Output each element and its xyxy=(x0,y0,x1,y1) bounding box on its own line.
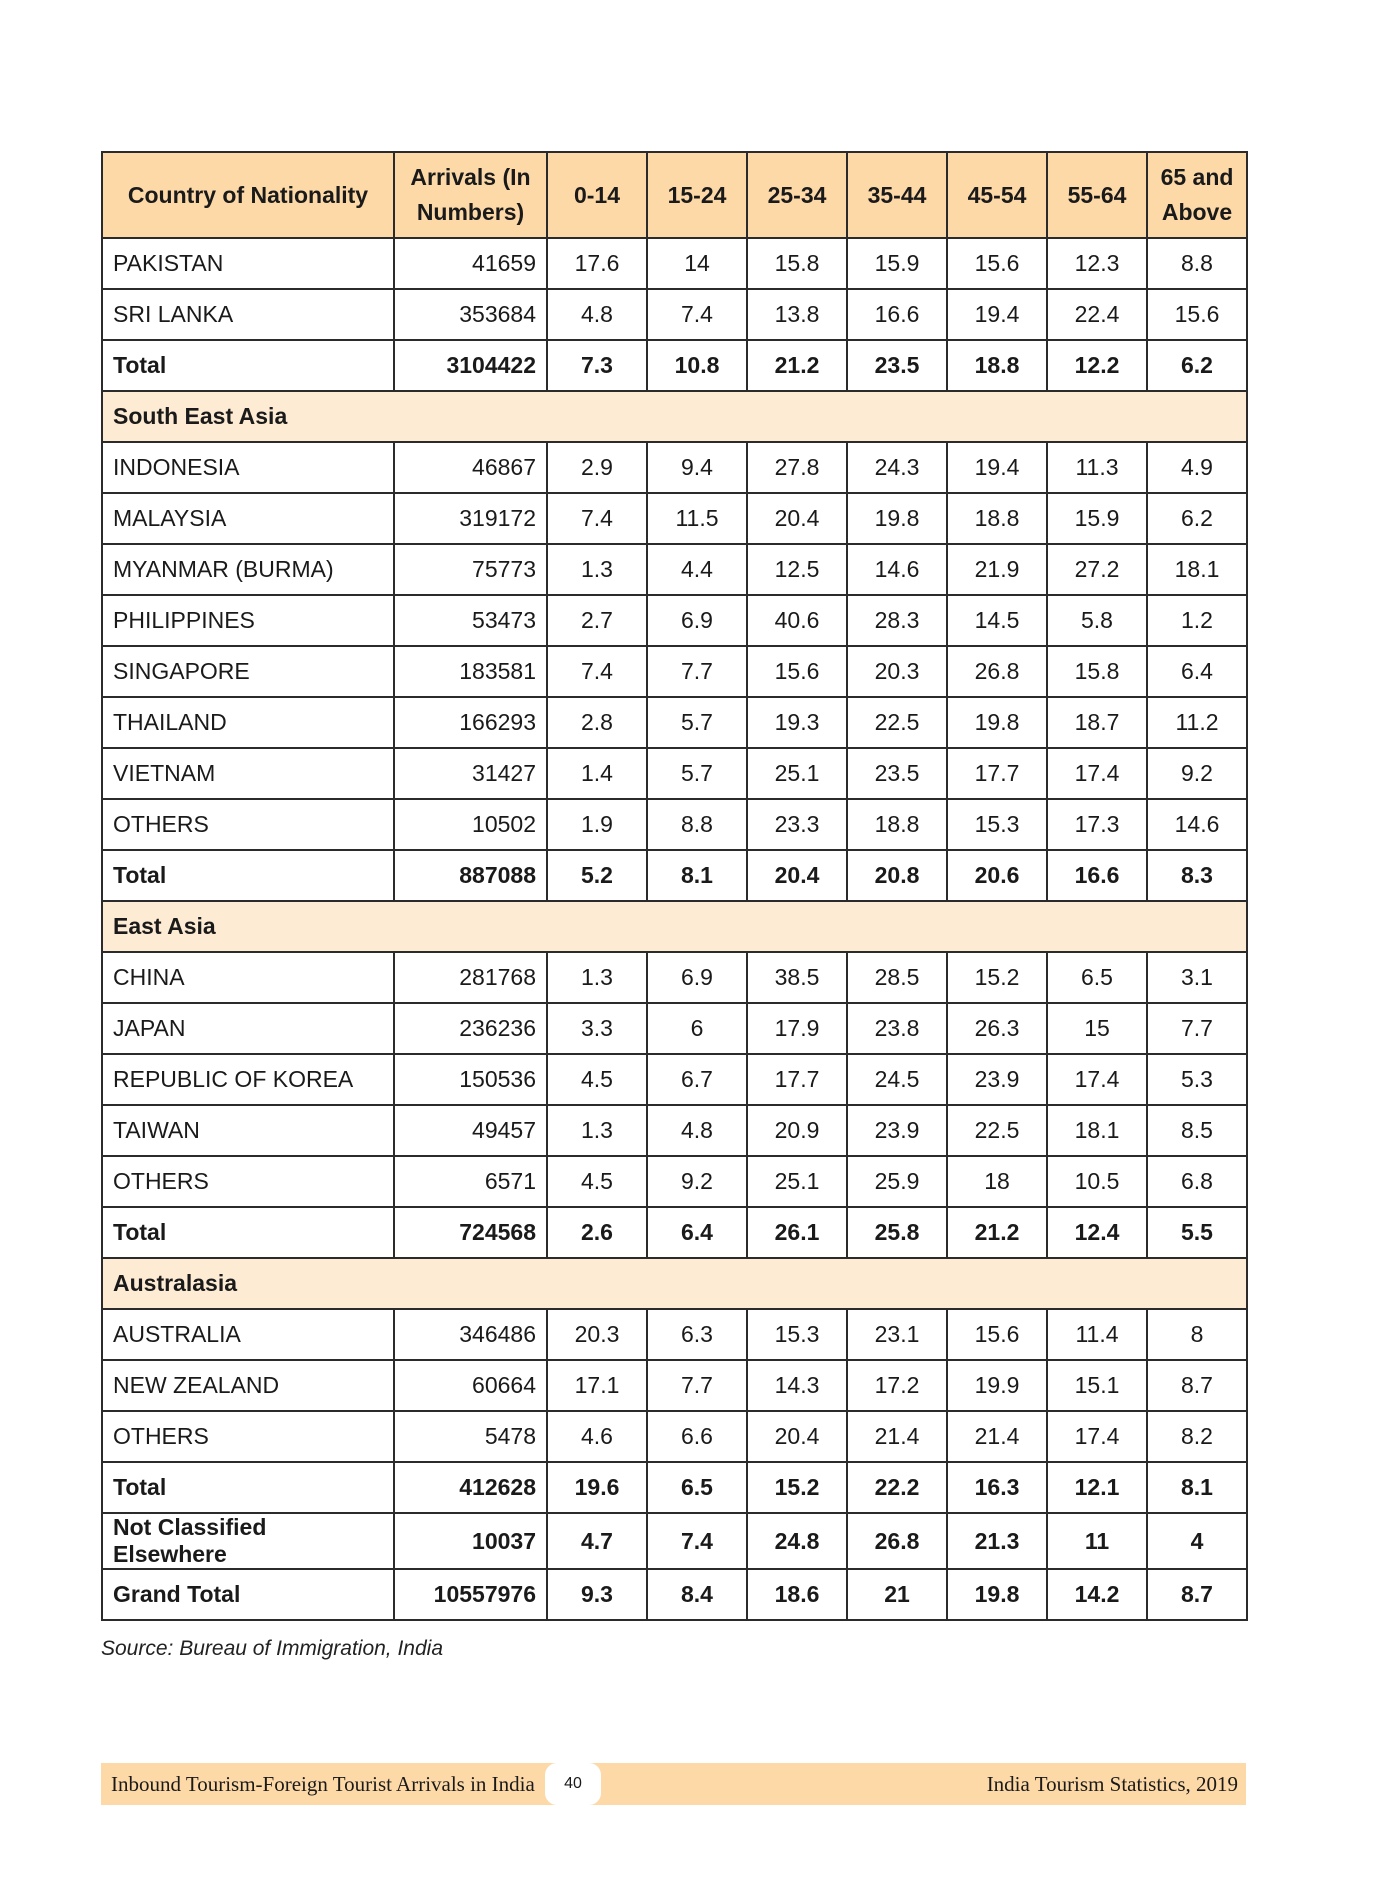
cell-arrivals: 236236 xyxy=(394,1003,547,1054)
cell-country: REPUBLIC OF KOREA xyxy=(102,1054,394,1105)
table-row xyxy=(102,748,1247,799)
cell-age-65-above: 5.3 xyxy=(1147,1054,1247,1105)
cell-country: OTHERS xyxy=(102,1411,394,1462)
cell-age-45-54: 19.8 xyxy=(947,697,1047,748)
cell-country: PHILIPPINES xyxy=(102,595,394,646)
header-age-45-54: 45-54 xyxy=(947,152,1047,238)
cell-arrivals: 46867 xyxy=(394,442,547,493)
cell-age-45-54: 21.2 xyxy=(947,1207,1047,1258)
table-row xyxy=(102,1105,1247,1156)
cell-age-15-24: 8.1 xyxy=(647,850,747,901)
cell-country: MYANMAR (BURMA) xyxy=(102,544,394,595)
section-label: South East Asia xyxy=(102,391,1247,442)
table-row xyxy=(102,1309,1247,1360)
cell-age-35-44: 16.6 xyxy=(847,289,947,340)
cell-age-0-14: 4.6 xyxy=(547,1411,647,1462)
cell-arrivals: 412628 xyxy=(394,1462,547,1513)
cell-country: PAKISTAN xyxy=(102,238,394,289)
cell-age-25-34: 13.8 xyxy=(747,289,847,340)
cell-age-15-24: 6.6 xyxy=(647,1411,747,1462)
cell-country: Total xyxy=(102,1207,394,1258)
cell-age-15-24: 6.5 xyxy=(647,1462,747,1513)
cell-age-65-above: 6.2 xyxy=(1147,493,1247,544)
cell-age-35-44: 21 xyxy=(847,1569,947,1620)
table-body xyxy=(102,238,1247,1620)
cell-age-25-34: 26.1 xyxy=(747,1207,847,1258)
cell-age-65-above: 7.7 xyxy=(1147,1003,1247,1054)
cell-age-35-44: 19.8 xyxy=(847,493,947,544)
cell-age-25-34: 20.4 xyxy=(747,1411,847,1462)
cell-age-15-24: 9.2 xyxy=(647,1156,747,1207)
cell-age-0-14: 2.9 xyxy=(547,442,647,493)
cell-age-0-14: 7.4 xyxy=(547,493,647,544)
cell-age-15-24: 14 xyxy=(647,238,747,289)
cell-age-45-54: 22.5 xyxy=(947,1105,1047,1156)
cell-country: TAIWAN xyxy=(102,1105,394,1156)
cell-age-65-above: 1.2 xyxy=(1147,595,1247,646)
cell-age-35-44: 25.9 xyxy=(847,1156,947,1207)
cell-age-65-above: 9.2 xyxy=(1147,748,1247,799)
cell-age-25-34: 25.1 xyxy=(747,1156,847,1207)
cell-age-25-34: 38.5 xyxy=(747,952,847,1003)
cell-age-0-14: 1.9 xyxy=(547,799,647,850)
cell-country: NEW ZEALAND xyxy=(102,1360,394,1411)
cell-country: Total xyxy=(102,340,394,391)
cell-country: OTHERS xyxy=(102,1156,394,1207)
cell-age-15-24: 5.7 xyxy=(647,748,747,799)
cell-age-15-24: 6.9 xyxy=(647,952,747,1003)
cell-age-25-34: 24.8 xyxy=(747,1513,847,1569)
age-distribution-table xyxy=(101,151,1248,1621)
cell-country: AUSTRALIA xyxy=(102,1309,394,1360)
cell-age-65-above: 3.1 xyxy=(1147,952,1247,1003)
cell-age-0-14: 9.3 xyxy=(547,1569,647,1620)
cell-age-55-64: 5.8 xyxy=(1047,595,1147,646)
header-age-0-14: 0-14 xyxy=(547,152,647,238)
cell-age-0-14: 2.8 xyxy=(547,697,647,748)
cell-age-15-24: 6.7 xyxy=(647,1054,747,1105)
cell-age-45-54: 19.4 xyxy=(947,289,1047,340)
cell-age-15-24: 8.4 xyxy=(647,1569,747,1620)
section-header-row xyxy=(102,901,1247,952)
table-row xyxy=(102,1156,1247,1207)
cell-age-25-34: 20.4 xyxy=(747,850,847,901)
cell-age-35-44: 25.8 xyxy=(847,1207,947,1258)
cell-age-55-64: 22.4 xyxy=(1047,289,1147,340)
table-row xyxy=(102,595,1247,646)
total-row xyxy=(102,1462,1247,1513)
table-row xyxy=(102,544,1247,595)
cell-age-0-14: 2.6 xyxy=(547,1207,647,1258)
cell-age-65-above: 6.2 xyxy=(1147,340,1247,391)
table-row xyxy=(102,289,1247,340)
cell-age-45-54: 17.7 xyxy=(947,748,1047,799)
cell-age-25-34: 19.3 xyxy=(747,697,847,748)
cell-age-15-24: 6.9 xyxy=(647,595,747,646)
cell-country: Total xyxy=(102,1462,394,1513)
cell-arrivals: 6571 xyxy=(394,1156,547,1207)
cell-age-55-64: 17.4 xyxy=(1047,748,1147,799)
cell-age-35-44: 28.5 xyxy=(847,952,947,1003)
cell-arrivals: 49457 xyxy=(394,1105,547,1156)
cell-arrivals: 60664 xyxy=(394,1360,547,1411)
cell-age-65-above: 4 xyxy=(1147,1513,1247,1569)
cell-age-55-64: 18.1 xyxy=(1047,1105,1147,1156)
cell-age-15-24: 9.4 xyxy=(647,442,747,493)
cell-age-15-24: 7.4 xyxy=(647,1513,747,1569)
cell-age-0-14: 4.7 xyxy=(547,1513,647,1569)
cell-age-65-above: 8.7 xyxy=(1147,1569,1247,1620)
cell-age-35-44: 22.2 xyxy=(847,1462,947,1513)
cell-age-0-14: 5.2 xyxy=(547,850,647,901)
cell-age-55-64: 12.3 xyxy=(1047,238,1147,289)
cell-age-65-above: 18.1 xyxy=(1147,544,1247,595)
cell-age-45-54: 15.6 xyxy=(947,1309,1047,1360)
cell-age-15-24: 8.8 xyxy=(647,799,747,850)
cell-arrivals: 166293 xyxy=(394,697,547,748)
table-row xyxy=(102,697,1247,748)
cell-arrivals: 5478 xyxy=(394,1411,547,1462)
cell-age-25-34: 12.5 xyxy=(747,544,847,595)
cell-country: OTHERS xyxy=(102,799,394,850)
cell-age-45-54: 21.3 xyxy=(947,1513,1047,1569)
table-row xyxy=(102,1003,1247,1054)
cell-arrivals: 183581 xyxy=(394,646,547,697)
cell-arrivals: 353684 xyxy=(394,289,547,340)
header-arrivals: Arrivals (In Numbers) xyxy=(394,152,547,238)
cell-age-25-34: 15.6 xyxy=(747,646,847,697)
footer-publication-title: India Tourism Statistics, 2019 xyxy=(986,1772,1238,1796)
cell-age-0-14: 4.5 xyxy=(547,1054,647,1105)
cell-age-35-44: 23.8 xyxy=(847,1003,947,1054)
cell-age-55-64: 12.1 xyxy=(1047,1462,1147,1513)
cell-age-65-above: 6.8 xyxy=(1147,1156,1247,1207)
cell-age-45-54: 18.8 xyxy=(947,493,1047,544)
cell-age-15-24: 6 xyxy=(647,1003,747,1054)
cell-age-15-24: 7.4 xyxy=(647,289,747,340)
cell-age-45-54: 18.8 xyxy=(947,340,1047,391)
cell-age-35-44: 15.9 xyxy=(847,238,947,289)
cell-country: THAILAND xyxy=(102,697,394,748)
cell-arrivals: 53473 xyxy=(394,595,547,646)
cell-arrivals: 41659 xyxy=(394,238,547,289)
cell-age-15-24: 4.8 xyxy=(647,1105,747,1156)
header-age-65-above: 65 and Above xyxy=(1147,152,1247,238)
cell-age-65-above: 6.4 xyxy=(1147,646,1247,697)
cell-age-35-44: 20.8 xyxy=(847,850,947,901)
cell-age-15-24: 10.8 xyxy=(647,340,747,391)
table-row xyxy=(102,442,1247,493)
table-row xyxy=(102,1360,1247,1411)
cell-age-45-54: 18 xyxy=(947,1156,1047,1207)
table-row xyxy=(102,1411,1247,1462)
cell-age-45-54: 19.8 xyxy=(947,1569,1047,1620)
cell-arrivals: 75773 xyxy=(394,544,547,595)
cell-arrivals: 31427 xyxy=(394,748,547,799)
page-number: 40 xyxy=(545,1763,601,1805)
cell-age-0-14: 17.6 xyxy=(547,238,647,289)
cell-age-35-44: 23.9 xyxy=(847,1105,947,1156)
cell-age-35-44: 26.8 xyxy=(847,1513,947,1569)
total-row xyxy=(102,340,1247,391)
cell-age-15-24: 7.7 xyxy=(647,1360,747,1411)
cell-age-25-34: 25.1 xyxy=(747,748,847,799)
cell-age-0-14: 1.3 xyxy=(547,544,647,595)
cell-age-25-34: 14.3 xyxy=(747,1360,847,1411)
cell-age-0-14: 4.5 xyxy=(547,1156,647,1207)
cell-age-55-64: 15 xyxy=(1047,1003,1147,1054)
table-row xyxy=(102,238,1247,289)
cell-age-45-54: 21.9 xyxy=(947,544,1047,595)
cell-age-0-14: 1.3 xyxy=(547,952,647,1003)
cell-age-35-44: 18.8 xyxy=(847,799,947,850)
cell-age-45-54: 26.3 xyxy=(947,1003,1047,1054)
header-age-15-24: 15-24 xyxy=(647,152,747,238)
cell-age-15-24: 11.5 xyxy=(647,493,747,544)
cell-age-25-34: 21.2 xyxy=(747,340,847,391)
section-label: Australasia xyxy=(102,1258,1247,1309)
cell-age-25-34: 17.9 xyxy=(747,1003,847,1054)
cell-age-25-34: 17.7 xyxy=(747,1054,847,1105)
cell-age-0-14: 4.8 xyxy=(547,289,647,340)
cell-country: MALAYSIA xyxy=(102,493,394,544)
cell-arrivals: 346486 xyxy=(394,1309,547,1360)
cell-age-25-34: 20.9 xyxy=(747,1105,847,1156)
table-row xyxy=(102,799,1247,850)
cell-age-55-64: 16.6 xyxy=(1047,850,1147,901)
table-row xyxy=(102,1054,1247,1105)
cell-age-45-54: 20.6 xyxy=(947,850,1047,901)
cell-age-55-64: 11.3 xyxy=(1047,442,1147,493)
cell-country: VIETNAM xyxy=(102,748,394,799)
cell-age-65-above: 8.1 xyxy=(1147,1462,1247,1513)
cell-age-0-14: 19.6 xyxy=(547,1462,647,1513)
cell-age-15-24: 7.7 xyxy=(647,646,747,697)
cell-age-35-44: 23.1 xyxy=(847,1309,947,1360)
cell-country: SINGAPORE xyxy=(102,646,394,697)
total-row xyxy=(102,850,1247,901)
cell-age-65-above: 11.2 xyxy=(1147,697,1247,748)
cell-arrivals: 10037 xyxy=(394,1513,547,1569)
cell-age-35-44: 22.5 xyxy=(847,697,947,748)
table-row xyxy=(102,952,1247,1003)
cell-age-0-14: 1.4 xyxy=(547,748,647,799)
cell-age-0-14: 1.3 xyxy=(547,1105,647,1156)
header-age-25-34: 25-34 xyxy=(747,152,847,238)
cell-age-55-64: 12.4 xyxy=(1047,1207,1147,1258)
header-age-55-64: 55-64 xyxy=(1047,152,1147,238)
cell-arrivals: 150536 xyxy=(394,1054,547,1105)
cell-age-0-14: 7.4 xyxy=(547,646,647,697)
cell-arrivals: 10557976 xyxy=(394,1569,547,1620)
cell-age-55-64: 17.4 xyxy=(1047,1411,1147,1462)
cell-age-45-54: 15.6 xyxy=(947,238,1047,289)
cell-age-0-14: 20.3 xyxy=(547,1309,647,1360)
footer-chapter-title: Inbound Tourism-Foreign Tourist Arrivals in India xyxy=(111,1772,535,1796)
cell-age-55-64: 27.2 xyxy=(1047,544,1147,595)
cell-age-65-above: 14.6 xyxy=(1147,799,1247,850)
header-country: Country of Nationality xyxy=(102,152,394,238)
cell-age-45-54: 15.2 xyxy=(947,952,1047,1003)
cell-age-25-34: 27.8 xyxy=(747,442,847,493)
total-row xyxy=(102,1513,1247,1569)
cell-age-55-64: 12.2 xyxy=(1047,340,1147,391)
table-row xyxy=(102,646,1247,697)
cell-age-15-24: 6.4 xyxy=(647,1207,747,1258)
table-row xyxy=(102,493,1247,544)
cell-country: SRI LANKA xyxy=(102,289,394,340)
cell-age-65-above: 8.5 xyxy=(1147,1105,1247,1156)
cell-age-55-64: 6.5 xyxy=(1047,952,1147,1003)
cell-age-35-44: 23.5 xyxy=(847,748,947,799)
cell-age-45-54: 26.8 xyxy=(947,646,1047,697)
cell-age-35-44: 24.5 xyxy=(847,1054,947,1105)
cell-age-65-above: 15.6 xyxy=(1147,289,1247,340)
cell-age-55-64: 15.8 xyxy=(1047,646,1147,697)
cell-age-55-64: 17.3 xyxy=(1047,799,1147,850)
cell-country: Not Classified Elsewhere xyxy=(102,1513,394,1569)
cell-age-45-54: 15.3 xyxy=(947,799,1047,850)
cell-age-0-14: 7.3 xyxy=(547,340,647,391)
cell-age-65-above: 4.9 xyxy=(1147,442,1247,493)
section-header-row xyxy=(102,1258,1247,1309)
cell-arrivals: 319172 xyxy=(394,493,547,544)
cell-age-55-64: 10.5 xyxy=(1047,1156,1147,1207)
cell-age-65-above: 8.2 xyxy=(1147,1411,1247,1462)
cell-age-45-54: 14.5 xyxy=(947,595,1047,646)
cell-age-25-34: 20.4 xyxy=(747,493,847,544)
cell-age-35-44: 24.3 xyxy=(847,442,947,493)
cell-age-65-above: 8.3 xyxy=(1147,850,1247,901)
cell-arrivals: 887088 xyxy=(394,850,547,901)
cell-arrivals: 3104422 xyxy=(394,340,547,391)
cell-country: Total xyxy=(102,850,394,901)
cell-age-65-above: 8 xyxy=(1147,1309,1247,1360)
cell-age-45-54: 16.3 xyxy=(947,1462,1047,1513)
cell-age-0-14: 17.1 xyxy=(547,1360,647,1411)
cell-age-45-54: 19.9 xyxy=(947,1360,1047,1411)
table-header-row xyxy=(102,152,1247,238)
cell-age-15-24: 5.7 xyxy=(647,697,747,748)
cell-age-55-64: 14.2 xyxy=(1047,1569,1147,1620)
cell-age-15-24: 6.3 xyxy=(647,1309,747,1360)
cell-arrivals: 281768 xyxy=(394,952,547,1003)
cell-age-25-34: 15.3 xyxy=(747,1309,847,1360)
cell-age-35-44: 14.6 xyxy=(847,544,947,595)
cell-age-55-64: 11 xyxy=(1047,1513,1147,1569)
cell-age-65-above: 8.8 xyxy=(1147,238,1247,289)
cell-age-65-above: 5.5 xyxy=(1147,1207,1247,1258)
cell-country: CHINA xyxy=(102,952,394,1003)
cell-arrivals: 10502 xyxy=(394,799,547,850)
cell-country: Grand Total xyxy=(102,1569,394,1620)
cell-age-35-44: 23.5 xyxy=(847,340,947,391)
page-footer xyxy=(101,1763,1246,1805)
cell-age-65-above: 8.7 xyxy=(1147,1360,1247,1411)
cell-age-35-44: 21.4 xyxy=(847,1411,947,1462)
cell-age-35-44: 20.3 xyxy=(847,646,947,697)
section-header-row xyxy=(102,391,1247,442)
cell-arrivals: 724568 xyxy=(394,1207,547,1258)
section-label: East Asia xyxy=(102,901,1247,952)
cell-age-25-34: 18.6 xyxy=(747,1569,847,1620)
total-row xyxy=(102,1207,1247,1258)
cell-country: JAPAN xyxy=(102,1003,394,1054)
cell-country: INDONESIA xyxy=(102,442,394,493)
cell-age-35-44: 28.3 xyxy=(847,595,947,646)
cell-age-15-24: 4.4 xyxy=(647,544,747,595)
cell-age-45-54: 21.4 xyxy=(947,1411,1047,1462)
cell-age-25-34: 15.2 xyxy=(747,1462,847,1513)
cell-age-0-14: 3.3 xyxy=(547,1003,647,1054)
cell-age-35-44: 17.2 xyxy=(847,1360,947,1411)
cell-age-55-64: 11.4 xyxy=(1047,1309,1147,1360)
header-age-35-44: 35-44 xyxy=(847,152,947,238)
cell-age-25-34: 15.8 xyxy=(747,238,847,289)
cell-age-25-34: 23.3 xyxy=(747,799,847,850)
cell-age-55-64: 17.4 xyxy=(1047,1054,1147,1105)
cell-age-45-54: 23.9 xyxy=(947,1054,1047,1105)
cell-age-55-64: 18.7 xyxy=(1047,697,1147,748)
source-note: Source: Bureau of Immigration, India xyxy=(101,1637,444,1660)
cell-age-0-14: 2.7 xyxy=(547,595,647,646)
cell-age-55-64: 15.1 xyxy=(1047,1360,1147,1411)
cell-age-55-64: 15.9 xyxy=(1047,493,1147,544)
cell-age-45-54: 19.4 xyxy=(947,442,1047,493)
cell-age-25-34: 40.6 xyxy=(747,595,847,646)
total-row xyxy=(102,1569,1247,1620)
